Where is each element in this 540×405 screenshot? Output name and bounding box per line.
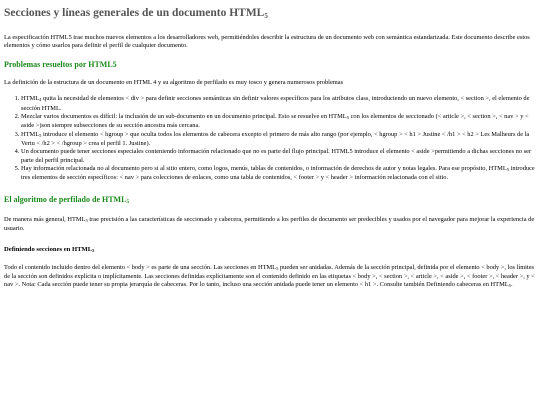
list-item: 5. Hay información relacionada no al documento pero si al sitio entero, como logos, menús, tablas de contenidos, o información de derechos de autor y notas legales. Para ese propósito, $HTML_5$ introduce tres elementos de sección específicos: < nav > para colecciones de enlaces, como una tabla de contenidos, < footer > y < header > información relacionada con el sitio. <box>21 165 536 183</box>
problems-list <box>4 95 536 182</box>
list-item: 2. Mezclar varios documentos es difícil: la inclusión de un sub-documento en un documento principal. Esto se resuelve en $HTML_5$ con los elementos de seccionado (< article >, < section >, < nav > y < aside >)son siempre subsecciones de su sección ancestra más cercana. <box>21 113 536 131</box>
list-item: 3. $HTML_5$ introduce el elemento < hgroup > que oculta todos los elementos de cabecera excepto el primero de más alto rango (por ejemplo, < hgroup > < h1 > Justine < /h1 > < h2 > Les Malheurs de la Vertu < /h2 > < /hgroup > crea el perfil 1. Justine). <box>21 131 536 149</box>
page-title <box>4 6 536 23</box>
intro-paragraph: La especificación HTML5 trae muchos nuevos elementos a los desarrolladores web, permitiéndoles describir la estructura de un documento web con semántica estandarizada. Este documento describe estos elementos y cómo usarlos para definir el perfil de cualquier documento. <box>4 34 530 50</box>
page-title-sub: 5 <box>264 12 268 20</box>
section-heading-problems: Problemas resueltos por HTML5 <box>4 60 117 70</box>
algorithm-paragraph: De manera más general, $HTML_5$ trae precisión a las características de seccionado y cabecera, permitiendo a los perfiles de documento ser predecibles y usados por el navegador para mejorar la experiencia de usuario. <box>4 215 535 232</box>
defining-sections-paragraph: Todo el contenido incluido dentro del elemento < body > es parte de una sección. Las secciones en $HTML_5$ pueden ser anidadas. Además de la sección principal, definida por el elemento < body >, los límites de la sección son definidos explícita o implícitamente. Las secciones definidas explícitamente son el contenido definido en las etiquetas < body >, < section >, < article >, < aside >, < footer >, < header >, y < nav >. Nota: Cada sección puede tener su propia jerarquía de cabeceras. Por lo tanto, incluso una sección anidada puede tener un elemento < h1 >. Consulte también Definiendo cabeceras en $HTML_5$. <box>4 263 535 289</box>
list-item: 4. Un documento puede tener secciones especiales conteniendo información relacionado que no es parte del flujo principal. HTML5 introduce el elemento < aside >permitiendo a dichas secciones no ser parte del perfil principal. <box>21 148 536 165</box>
list-item: 1. $HTML_4$ quita la necesidad de elementos < div > para definir secciones semánticas sin definir valores específicos para los atributos class, introduciendo un nuevo elemento, < section >, el elemento de sección HTML. <box>21 95 536 113</box>
section-heading-algorithm: El algoritmo de perfilado de $HTML_5$ <box>4 194 130 205</box>
page-title-text: Secciones y líneas generales de un documento HTML <box>4 7 265 19</box>
subheading-defining-sections: Definiendo secciones en $HTML_5$ <box>4 245 95 253</box>
problems-intro-paragraph: La definición de la estructura de un documento en HTML 4 y su algoritmo de perfilado es muy tosco y genera numerosos problemas <box>4 79 344 87</box>
